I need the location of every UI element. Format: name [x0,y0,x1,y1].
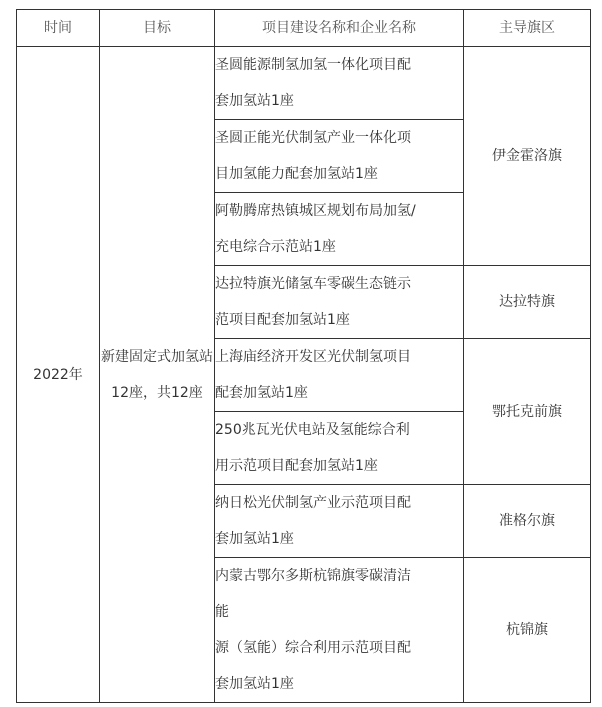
project-line: 上海庙经济开发区光伏制氢项目 [215,349,411,365]
header-goal: 目标 [100,10,215,47]
project-line: 内蒙古鄂尔多斯杭锦旗零碳清洁 [215,568,411,584]
project-line: 目加氢能力配套加氢站1座 [215,166,378,182]
project-line: 范项目配套加氢站1座 [215,312,350,328]
goal-text: 新建固定式加氢站12座，共12座 [101,348,213,401]
project-cell [215,120,464,193]
projects-table [16,9,591,703]
project-cell [215,339,464,412]
goal-cell [100,47,215,703]
project-line: 套加氢站1座 [215,93,294,109]
project-line: 达拉特旗光储氢车零碳生态链示 [215,276,411,292]
project-cell [215,193,464,266]
header-region: 主导旗区 [464,10,591,47]
region-cell: 准格尔旗 [464,485,591,558]
project-line: 套加氢站1座 [215,531,294,547]
project-line: 纳日松光伏制氢产业示范项目配 [215,495,411,511]
project-line: 能 [215,604,229,620]
header-time: 时间 [17,10,100,47]
project-line: 配套加氢站1座 [215,385,308,401]
project-cell [215,558,464,703]
project-line: 阿勒腾席热镇城区规划布局加氢/ [215,203,416,219]
project-line: 圣圆正能光伏制氢产业一体化项 [215,130,411,146]
region-cell: 伊金霍洛旗 [464,47,591,266]
region-cell: 杭锦旗 [464,558,591,703]
project-line: 充电综合示范站1座 [215,239,336,255]
header-row [17,10,591,47]
project-line: 用示范项目配套加氢站1座 [215,458,378,474]
project-line: 圣圆能源制氢加氢一体化项目配 [215,57,411,73]
region-cell: 达拉特旗 [464,266,591,339]
project-cell [215,266,464,339]
project-cell [215,47,464,120]
year-cell: 2022年 [17,47,100,703]
table-row [17,47,591,120]
project-cell [215,485,464,558]
header-project: 项目建设名称和企业名称 [215,10,464,47]
project-line: 250兆瓦光伏电站及氢能综合利 [215,422,410,438]
project-cell [215,412,464,485]
project-line: 套加氢站1座 [215,676,294,692]
region-cell: 鄂托克前旗 [464,339,591,485]
project-line: 源（氢能）综合利用示范项目配 [215,640,411,656]
